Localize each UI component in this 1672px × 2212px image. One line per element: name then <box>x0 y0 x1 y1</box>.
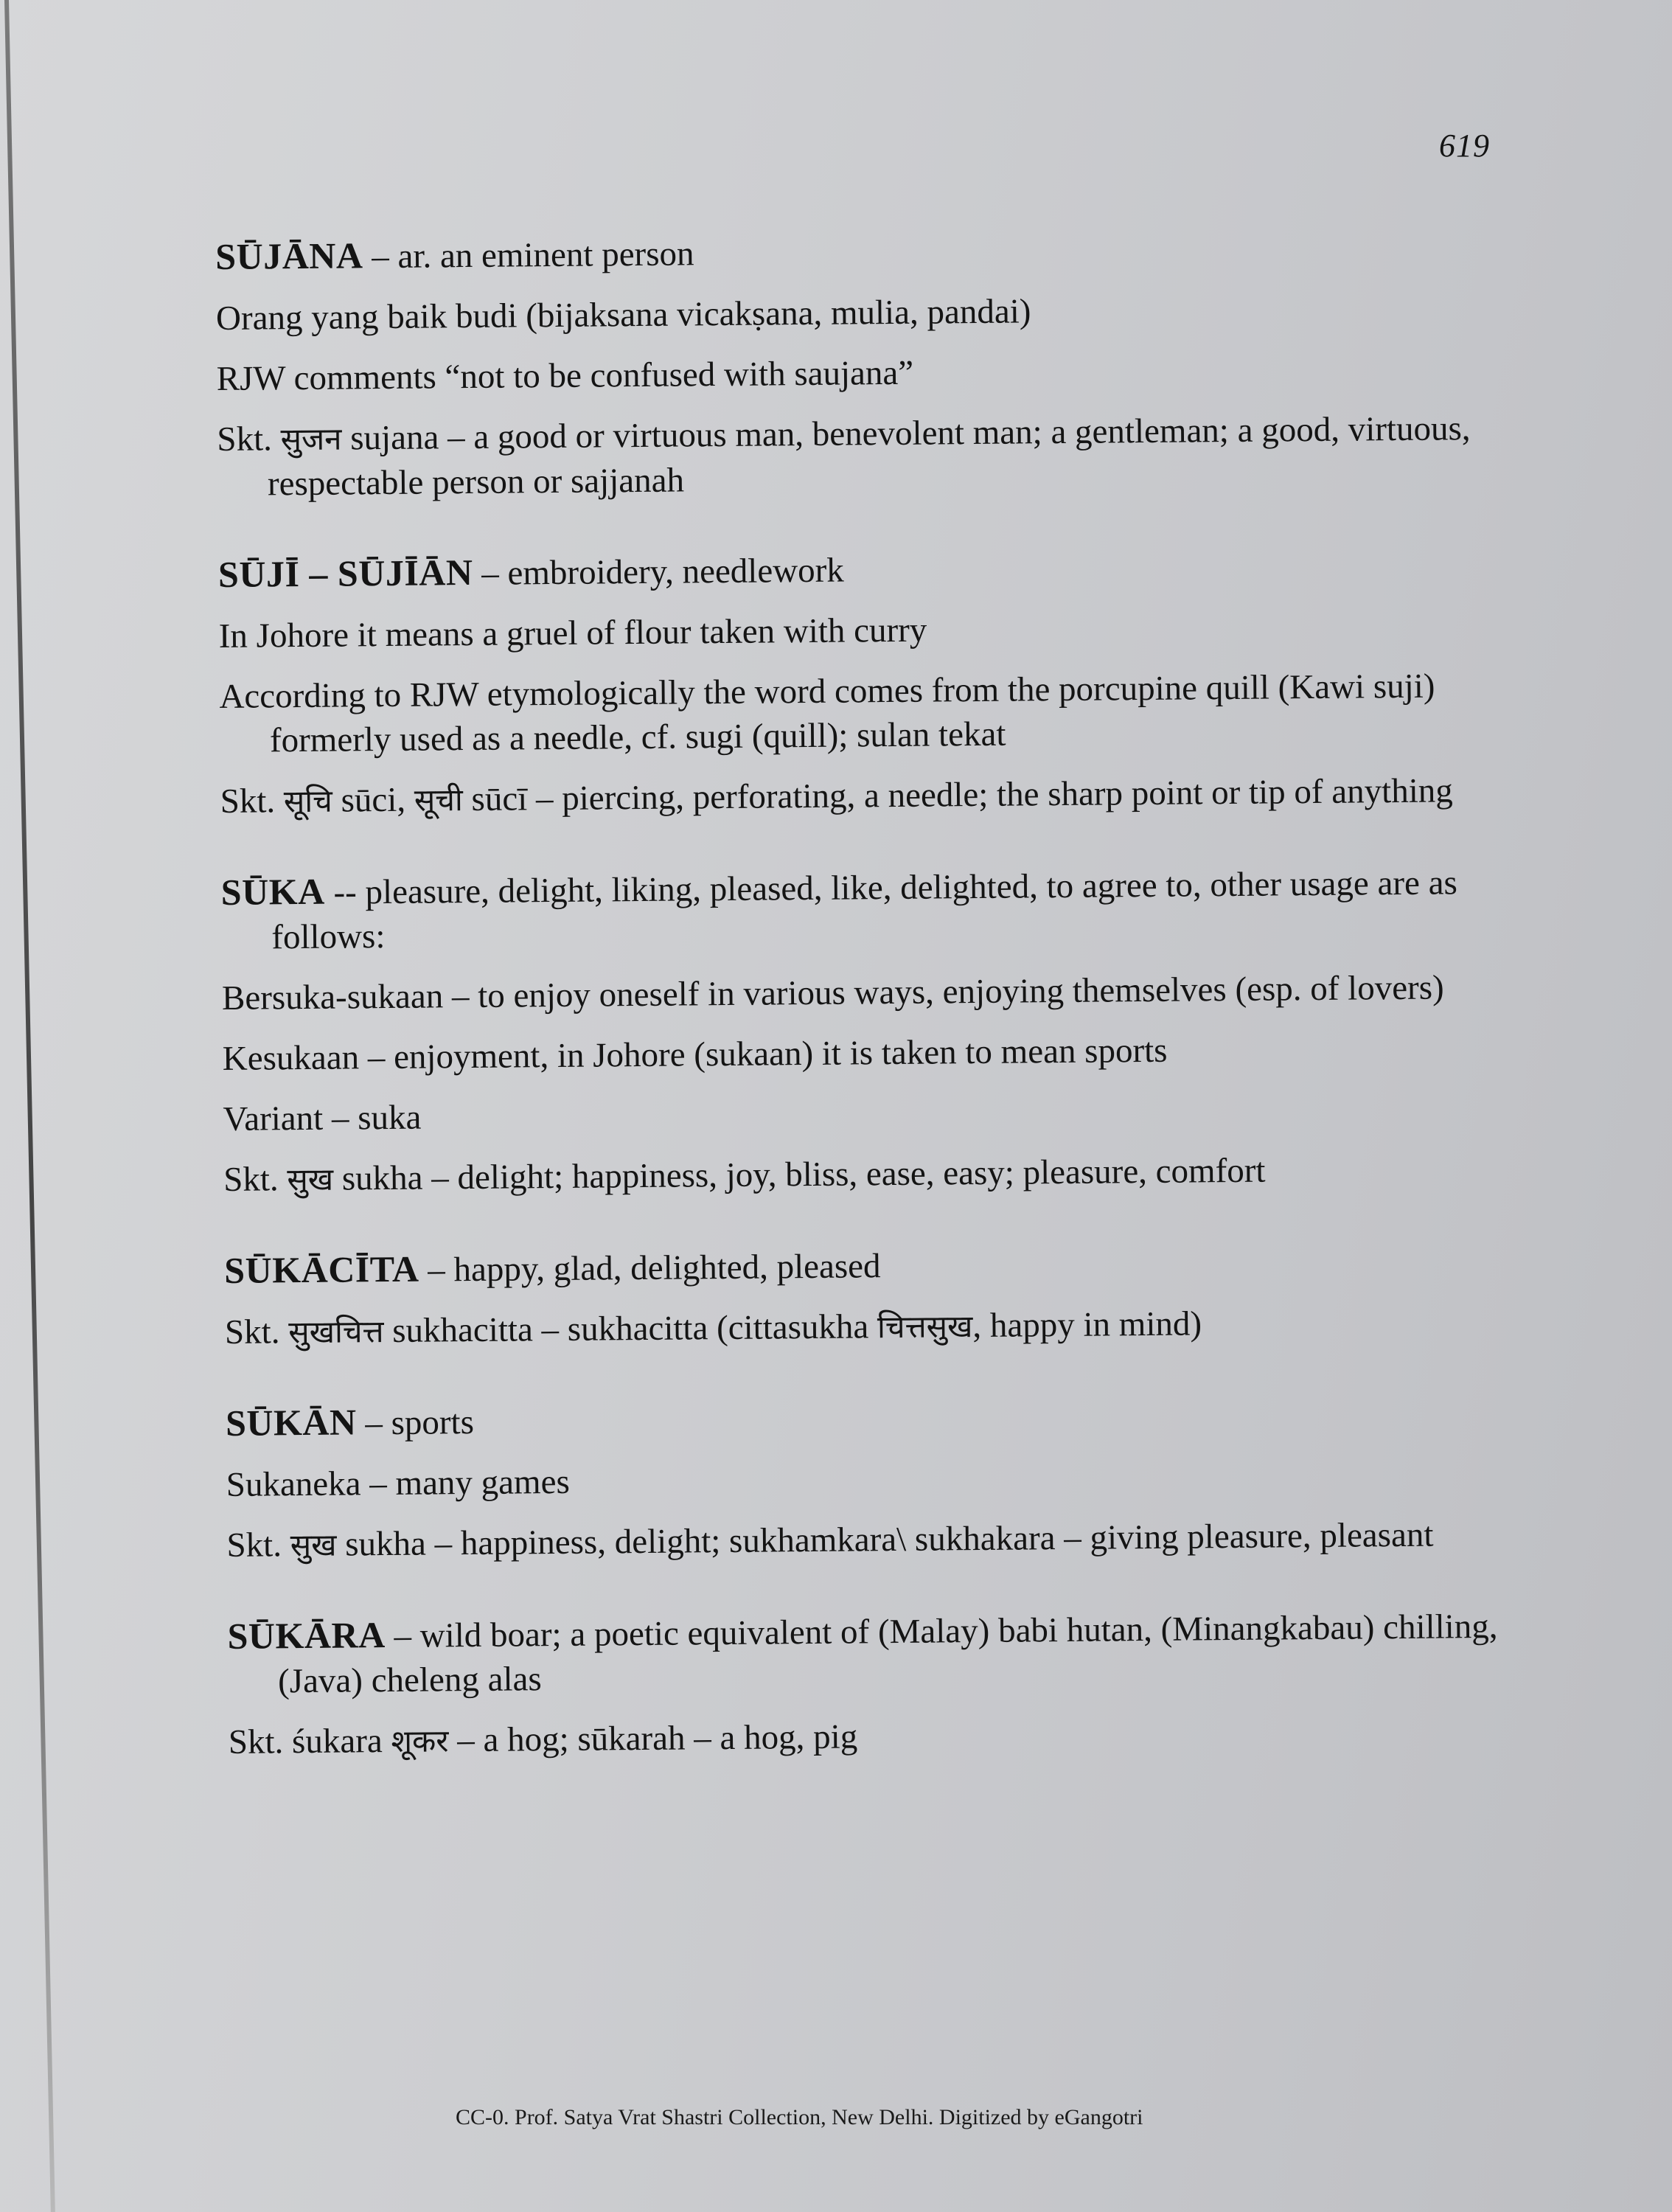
book-gutter-line <box>4 0 55 2212</box>
sanskrit-etymology <box>229 1709 1511 1765</box>
entry-suka <box>221 859 1507 1203</box>
entry-sukara <box>227 1603 1511 1765</box>
skt-prefix: Skt. <box>223 1160 288 1199</box>
skt-prefix: Skt. śukara <box>228 1721 391 1761</box>
entry-heading <box>221 859 1505 960</box>
sanskrit-etymology <box>225 1299 1508 1355</box>
headword: SŪKĀN <box>225 1401 357 1444</box>
entry-sukan <box>226 1390 1510 1568</box>
entry-line: In Johore it means a gruel of flour taken with curry <box>218 611 927 655</box>
entry-heading <box>218 541 1501 598</box>
entry-line: According to RJW etymologically the word comes from the porcupine quill (Kawi suji) formerly used as a needle, cf. sugi (quill); sulan tekat <box>219 667 1435 760</box>
entry-heading <box>224 1237 1507 1294</box>
entry-line: Variant – suka <box>223 1098 422 1138</box>
definition: – wild boar; a poetic equivalent of (Malay) babi hutan, (Minangkabau) chilling, (Java) cheleng alas <box>277 1607 1498 1701</box>
devanagari-word: शूकर <box>391 1722 449 1759</box>
entry-line: Orang yang baik budi (bijaksana vicakṣana, mulia, pandai) <box>215 292 1031 338</box>
entry-sujana <box>215 223 1500 507</box>
devanagari-word: सुखचित्त <box>288 1313 384 1351</box>
entry-line: Bersuka-sukaan – to enjoy oneself in various ways, enjoying themselves (esp. of lovers) <box>221 968 1444 1018</box>
skt-text-2: , happy in mind) <box>972 1304 1202 1346</box>
skt-text: sukha – delight; happiness, joy, bliss, ease, easy; pleasure, comfort <box>332 1151 1266 1198</box>
devanagari-word-2: सूची <box>414 782 463 818</box>
skt-text-2: sūcī – piercing, perforating, a needle; the sharp point or tip of anything <box>462 771 1453 819</box>
devanagari-word: सुख <box>287 1161 334 1198</box>
entry-sukacita <box>224 1237 1508 1355</box>
devanagari-word: सुख <box>290 1526 337 1564</box>
skt-text: sujana – a good or virtuous man, benevolent man; a gentleman; a good, virtuous, respectable person or sajjanah <box>267 409 1471 504</box>
headword: SŪJĪ – SŪJĪĀN <box>217 551 473 595</box>
definition: – ar. an eminent person <box>363 234 694 276</box>
definition: – embroidery, needlework <box>473 551 845 593</box>
entry-heading <box>226 1390 1508 1447</box>
skt-prefix: Skt. <box>220 782 285 821</box>
skt-text: sūci, <box>332 780 415 820</box>
sanskrit-etymology <box>217 406 1500 507</box>
entry-suji-sujian <box>218 541 1503 824</box>
skt-prefix: Skt. <box>224 1312 289 1352</box>
sanskrit-etymology <box>220 768 1502 824</box>
sanskrit-etymology <box>223 1147 1506 1203</box>
digitization-credit: CC-0. Prof. Satya Vrat Shastri Collection, New Delhi. Digitized by eGangotri <box>456 2105 1143 2129</box>
headword: SŪKĀRA <box>227 1614 386 1657</box>
definition: – happy, glad, delighted, pleased <box>419 1247 881 1290</box>
skt-prefix: Skt. <box>226 1526 290 1565</box>
entry-line: Sukaneka – many games <box>226 1462 570 1504</box>
definition: -- pleasure, delight, liking, pleased, like, delighted, to agree to, other usage are as follows: <box>271 863 1457 957</box>
skt-text: sukha – happiness, delight; sukhamkara\ sukhakara – giving pleasure, pleasant <box>336 1515 1434 1564</box>
skt-prefix: Skt. <box>217 420 281 459</box>
page-number: 619 <box>1439 128 1490 164</box>
devanagari-word: सूचि <box>283 782 333 820</box>
entry-line: RJW comments “not to be confused with saujana” <box>216 353 914 398</box>
entry-line: Kesukaan – enjoyment, in Johore (sukaan) it is taken to mean sports <box>222 1031 1168 1078</box>
entry-heading <box>227 1603 1511 1704</box>
definition: – sports <box>356 1403 475 1443</box>
headword: SŪKĀCĪTA <box>224 1248 419 1291</box>
skt-text: sukhacitta – sukhacitta (cittasukha <box>383 1307 878 1351</box>
headword: SŪKA <box>220 870 325 913</box>
sanskrit-etymology <box>226 1512 1509 1568</box>
headword: SŪJĀNA <box>215 234 363 277</box>
dictionary-entries <box>215 223 1512 1811</box>
entry-heading <box>215 223 1498 280</box>
devanagari-word-2: चित्तसुख <box>877 1308 973 1346</box>
devanagari-word: सुजन <box>280 420 342 458</box>
skt-text: – a hog; sūkarah – a hog, pig <box>448 1717 858 1760</box>
